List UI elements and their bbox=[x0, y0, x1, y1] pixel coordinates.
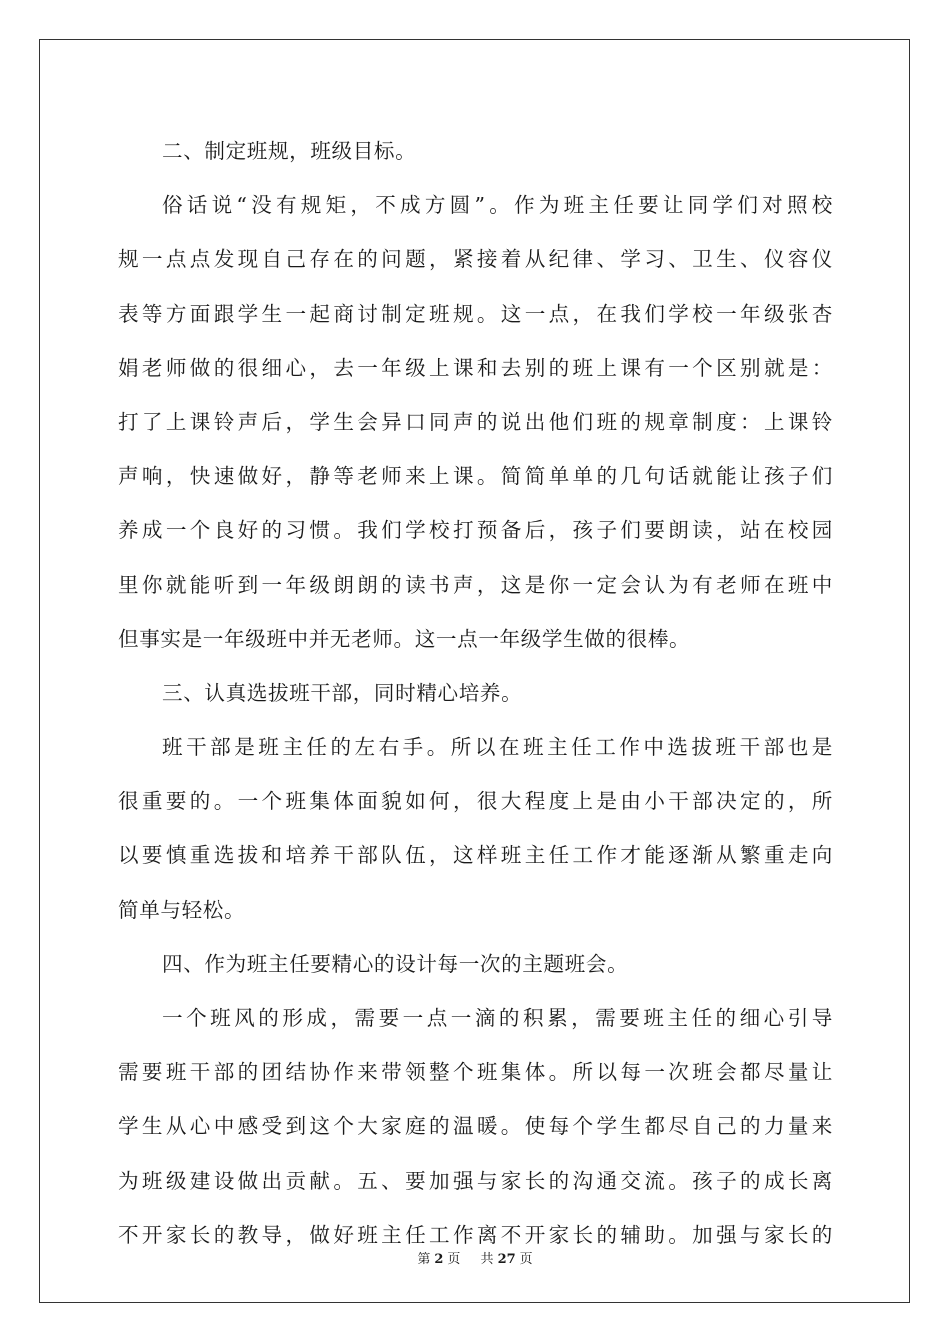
document-body bbox=[118, 124, 833, 1262]
text-line: 二、制定班规，班级目标。 bbox=[162, 139, 417, 163]
text-line: 以要慎重选拔和培养干部队伍，这样班主任工作才能逐渐从繁重走向 bbox=[118, 843, 833, 868]
text-line: 打了上课铃声后，学生会异口同声的说出他们班的规章制度：上课铃 bbox=[118, 409, 833, 434]
text-line: 不开家长的教导，做好班主任工作离不开家长的辅助。加强与家长的 bbox=[118, 1222, 833, 1247]
text-line: 养成一个良好的习惯。我们学校打预备后，孩子们要朗读，站在校园 bbox=[118, 518, 833, 543]
page-footer bbox=[0, 1248, 950, 1267]
text-line: 表等方面跟学生一起商讨制定班规。这一点，在我们学校一年级张杏 bbox=[118, 301, 833, 326]
text-line: 学生从心中感受到这个大家庭的温暖。使每个学生都尽自己的力量来 bbox=[118, 1114, 833, 1139]
page-total: 共 27 页 bbox=[480, 1252, 533, 1267]
text-line: 声响，快速做好，静等老师来上课。简简单单的几句话就能让孩子们 bbox=[118, 464, 833, 489]
text-line: 里你就能听到一年级朗朗的读书声，这是你一定会认为有老师在班中 bbox=[118, 572, 833, 597]
text-line: 俗话说“没有规矩，不成方圆”。作为班主任要让同学们对照校 bbox=[162, 193, 833, 218]
text-line: 规一点点发现自己存在的问题，紧接着从纪律、学习、卫生、仪容仪 bbox=[118, 247, 833, 272]
text-line: 简单与轻松。 bbox=[118, 897, 246, 922]
text-line: 班干部是班主任的左右手。所以在班主任工作中选拔班干部也是 bbox=[162, 735, 833, 760]
text-line: 很重要的。一个班集体面貌如何，很大程度上是由小干部决定的，所 bbox=[118, 789, 833, 814]
text-line: 需要班干部的团结协作来带领整个班集体。所以每一次班会都尽量让 bbox=[118, 1060, 833, 1085]
text-line: 娟老师做的很细心，去一年级上课和去别的班上课有一个区别就是： bbox=[118, 355, 833, 380]
page-number: 第 2 页 bbox=[417, 1252, 461, 1267]
text-line: 四、作为班主任要精心的设计每一次的主题班会。 bbox=[162, 951, 629, 976]
text-line: 但事实是一年级班中并无老师。这一点一年级学生做的很棒。 bbox=[118, 626, 691, 651]
text-line: 一个班风的形成，需要一点一滴的积累，需要班主任的细心引导 bbox=[162, 1006, 833, 1030]
text-line: 三、认真选拔班干部，同时精心培养。 bbox=[162, 680, 523, 705]
text-line: 为班级建设做出贡献。五、要加强与家长的沟通交流。孩子的成长离 bbox=[118, 1168, 833, 1193]
